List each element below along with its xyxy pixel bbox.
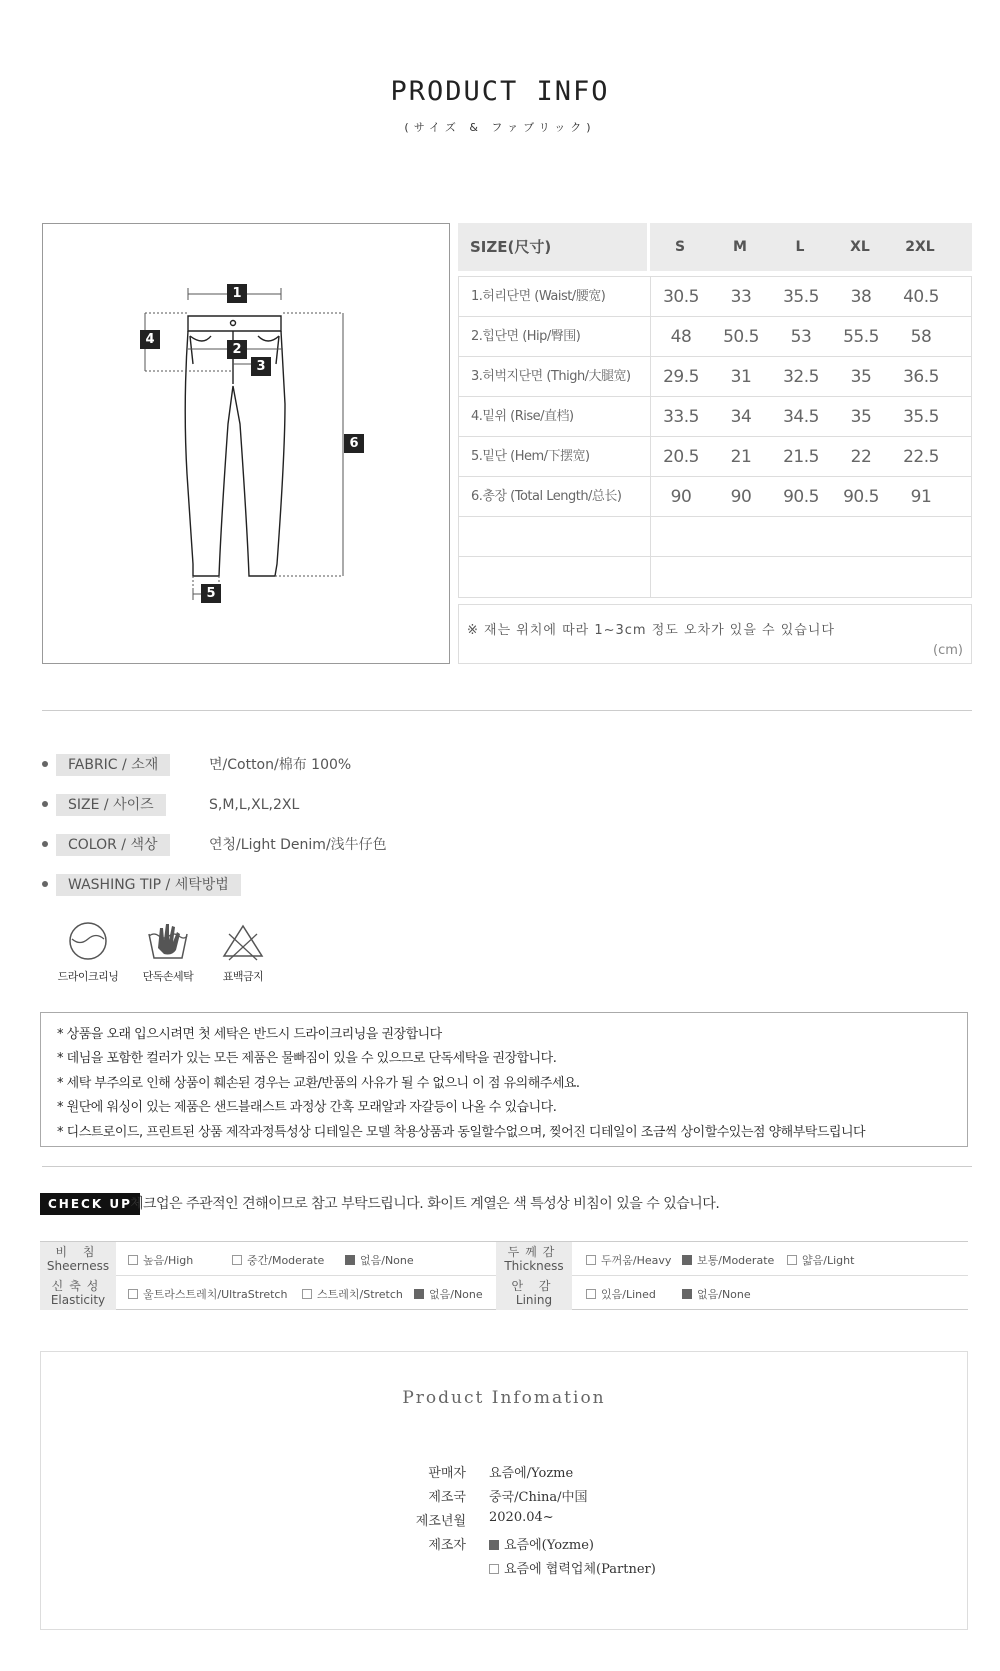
- table-row: [459, 317, 971, 357]
- measure-label: 3.허벅지단면 (Thigh/大腿宽): [459, 357, 651, 396]
- washing-dry-clean: [43, 920, 133, 984]
- measure-value: 33.5: [663, 407, 699, 427]
- option-sheerness-moderate[interactable]: 중간/Moderate: [232, 1252, 324, 1268]
- bullet-icon: [42, 881, 48, 887]
- measure-label: [459, 557, 651, 597]
- measure-value: 35.5: [903, 407, 939, 427]
- measure-value: 36.5: [903, 367, 939, 387]
- table-row: [459, 277, 971, 317]
- measure-value: 35: [850, 367, 872, 387]
- sheerness-label: 비 침 Sheerness: [40, 1242, 116, 1276]
- washing-label: 표백금지: [222, 970, 264, 983]
- spec-label: FABRIC / 소재: [56, 754, 170, 776]
- marker-6: 6: [344, 434, 364, 453]
- option-elasticity-none[interactable]: 없음/None: [414, 1286, 483, 1302]
- care-notes: [40, 1012, 968, 1147]
- size-table-header: [458, 223, 972, 271]
- measure-value: 48: [670, 327, 692, 347]
- size-table: [458, 223, 972, 664]
- checkbox-icon: [128, 1255, 138, 1265]
- info-value: 요즘에 협력업체(Partner): [489, 1558, 656, 1577]
- measure-value: 90: [730, 487, 752, 507]
- size-table-body: [458, 276, 972, 598]
- option-lining-lined[interactable]: 있음/Lined: [586, 1286, 656, 1302]
- measure-value: 90: [670, 487, 692, 507]
- measure-value: 38: [850, 287, 872, 307]
- checkbox-checked-icon: [489, 1540, 499, 1550]
- option-thickness-heavy[interactable]: 두꺼움/Heavy: [586, 1252, 671, 1268]
- measure-value: 21.5: [783, 447, 819, 467]
- dry-clean-icon: [67, 920, 109, 962]
- page-subtitle: (サイズ & ファブリック): [404, 121, 596, 134]
- elasticity-label: 신축성 Elasticity: [40, 1276, 116, 1310]
- size-col-header: S: [674, 239, 686, 255]
- option-lining-none[interactable]: 없음/None: [682, 1286, 751, 1302]
- table-row: [459, 357, 971, 397]
- table-row: [459, 397, 971, 437]
- measure-value: 34.5: [783, 407, 819, 427]
- spec-value: 연청/Light Denim/浅牛仔色: [209, 837, 387, 853]
- checkbox-checked-icon: [682, 1255, 692, 1265]
- hand-wash-icon: [146, 920, 190, 962]
- measure-value: 91: [910, 487, 932, 507]
- marker-3: 3: [251, 357, 271, 376]
- size-unit: (cm): [933, 643, 963, 658]
- care-note: * 상품을 오래 입으시려면 첫 세탁은 반드시 드라이크리닝을 권장합니다: [57, 1027, 442, 1042]
- measure-value: 53: [790, 327, 812, 347]
- option-thickness-moderate[interactable]: 보통/Moderate: [682, 1252, 774, 1268]
- measure-label: 6.총장 (Total Length/总长): [459, 477, 651, 516]
- measure-value: 58: [910, 327, 932, 347]
- info-key: 제조년월: [415, 1514, 466, 1529]
- info-key: 제조자: [428, 1538, 466, 1553]
- pants-illustration: [43, 224, 451, 665]
- no-bleach-icon: [221, 920, 265, 962]
- fabric-check-table: [40, 1241, 968, 1310]
- measure-value: 35.5: [783, 287, 819, 307]
- info-key: 제조국: [428, 1490, 466, 1505]
- pants-measurement-diagram: [42, 223, 450, 664]
- measure-value: 34: [730, 407, 752, 427]
- spec-value: 면/Cotton/棉布 100%: [209, 757, 352, 773]
- care-note: * 세탁 부주의로 인해 상품이 훼손된 경우는 교환/반품의 사유가 될 수 없으니 이 점 유의해주세요.: [57, 1075, 580, 1091]
- info-value: 2020.04~: [489, 1510, 554, 1525]
- measure-value: 90.5: [843, 487, 879, 507]
- size-col-header: XL: [850, 239, 870, 255]
- checkbox-checked-icon: [682, 1289, 692, 1299]
- measure-value: 20.5: [663, 447, 699, 467]
- checkbox-icon: [586, 1255, 596, 1265]
- checkbox-checked-icon: [414, 1289, 424, 1299]
- marker-2: 2: [227, 340, 247, 359]
- checkup-badge: CHECK UP: [40, 1193, 140, 1215]
- spec-value: S,M,L,XL,2XL: [209, 797, 300, 813]
- table-row-empty: [459, 557, 971, 597]
- size-note-text: ※ 재는 위치에 따라 1~3cm 정도 오차가 있을 수 있습니다: [467, 623, 835, 638]
- measure-label: 5.밑단 (Hem/下摆宽): [459, 437, 651, 476]
- marker-1: 1: [227, 284, 247, 303]
- checkbox-icon: [586, 1289, 596, 1299]
- info-value: 요즘에/Yozme: [489, 1466, 574, 1481]
- info-value: 중국/China/中国: [489, 1490, 588, 1505]
- checkbox-icon: [128, 1289, 138, 1299]
- measure-value: 22.5: [903, 447, 939, 467]
- checkbox-icon: [232, 1255, 242, 1265]
- lining-label: 안 감 Lining: [496, 1276, 572, 1310]
- measure-label: [459, 517, 651, 556]
- product-information: [40, 1351, 968, 1630]
- measure-value: 32.5: [783, 367, 819, 387]
- washing-label: 드라이크리닝: [57, 970, 119, 983]
- divider: [42, 710, 972, 711]
- marker-5: 5: [201, 584, 221, 603]
- bullet-icon: [42, 801, 48, 807]
- table-row-empty: [459, 517, 971, 557]
- measure-label: 4.밑위 (Rise/直档): [459, 397, 651, 436]
- size-col-header: 2XL: [905, 239, 935, 255]
- measure-value: 22: [850, 447, 872, 467]
- checkup-text: 체크업은 주관적인 견해이므로 참고 부탁드립니다. 화이트 계열은 색 특성상 비침이 있을 수 있습니다.: [130, 1196, 720, 1212]
- option-elasticity-stretch[interactable]: 스트레치/Stretch: [302, 1286, 403, 1302]
- table-row: [459, 477, 971, 517]
- measure-label: 1.허리단면 (Waist/腰宽): [459, 277, 651, 316]
- option-thickness-light[interactable]: 얇음/Light: [787, 1252, 854, 1268]
- washing-label: 단독손세탁: [142, 970, 194, 983]
- marker-4: 4: [140, 330, 160, 349]
- measure-value: 21: [730, 447, 752, 467]
- measure-value: 29.5: [663, 367, 699, 387]
- thickness-label: 두께감 Thickness: [496, 1242, 572, 1276]
- care-note: * 데님을 포함한 컬러가 있는 모든 제품은 물빠짐이 있을 수 있으므로 단독세탁을 권장합니다.: [57, 1051, 557, 1067]
- measure-value: 55.5: [843, 327, 879, 347]
- checkbox-icon: [302, 1289, 312, 1299]
- option-elasticity-ultrastretch[interactable]: 울트라스트레치/UltraStretch: [128, 1286, 287, 1302]
- measure-value: 30.5: [663, 287, 699, 307]
- info-key: 판매자: [428, 1466, 466, 1481]
- product-information-title: Product Infomation: [402, 1388, 606, 1408]
- care-note: * 디스트로이드, 프린트된 상품 제작과정특성상 디테일은 모델 착용상품과 동일할수없으며, 찢어진 디테일이 조금씩 상이할수있는점 양해부탁드립니다: [57, 1124, 866, 1140]
- table-row: [40, 1242, 968, 1276]
- size-col-header: L: [795, 239, 805, 255]
- info-value: 요즘에(Yozme): [489, 1534, 594, 1553]
- size-note: [458, 604, 972, 664]
- checkbox-checked-icon: [345, 1255, 355, 1265]
- spec-label: COLOR / 색상: [56, 834, 170, 856]
- measure-value: 33: [730, 287, 752, 307]
- measure-label: 2.힙단면 (Hip/臀围): [459, 317, 651, 356]
- measure-value: 31: [730, 367, 752, 387]
- bullet-icon: [42, 761, 48, 767]
- bullet-icon: [42, 841, 48, 847]
- table-row: [40, 1276, 968, 1310]
- divider: [42, 1166, 972, 1167]
- measure-value: 40.5: [903, 287, 939, 307]
- option-sheerness-high[interactable]: 높음/High: [128, 1252, 193, 1268]
- care-note: * 원단에 워싱이 있는 제품은 샌드블래스트 과정상 간혹 모래알과 자갈등이 나올 수 있습니다.: [57, 1100, 557, 1116]
- checkbox-icon: [787, 1255, 797, 1265]
- washing-no-bleach: [198, 920, 288, 984]
- size-col-header: M: [733, 239, 747, 255]
- page-title: PRODUCT INFO: [390, 76, 610, 107]
- measure-value: 50.5: [723, 327, 759, 347]
- table-row: [459, 437, 971, 477]
- size-table-corner: SIZE(尺寸): [458, 223, 650, 271]
- measure-value: 35: [850, 407, 872, 427]
- checkbox-icon: [489, 1564, 499, 1574]
- spec-label: WASHING TIP / 세탁방법: [56, 874, 241, 896]
- measure-value: 90.5: [783, 487, 819, 507]
- spec-label: SIZE / 사이즈: [56, 794, 166, 816]
- option-sheerness-none[interactable]: 없음/None: [345, 1252, 414, 1268]
